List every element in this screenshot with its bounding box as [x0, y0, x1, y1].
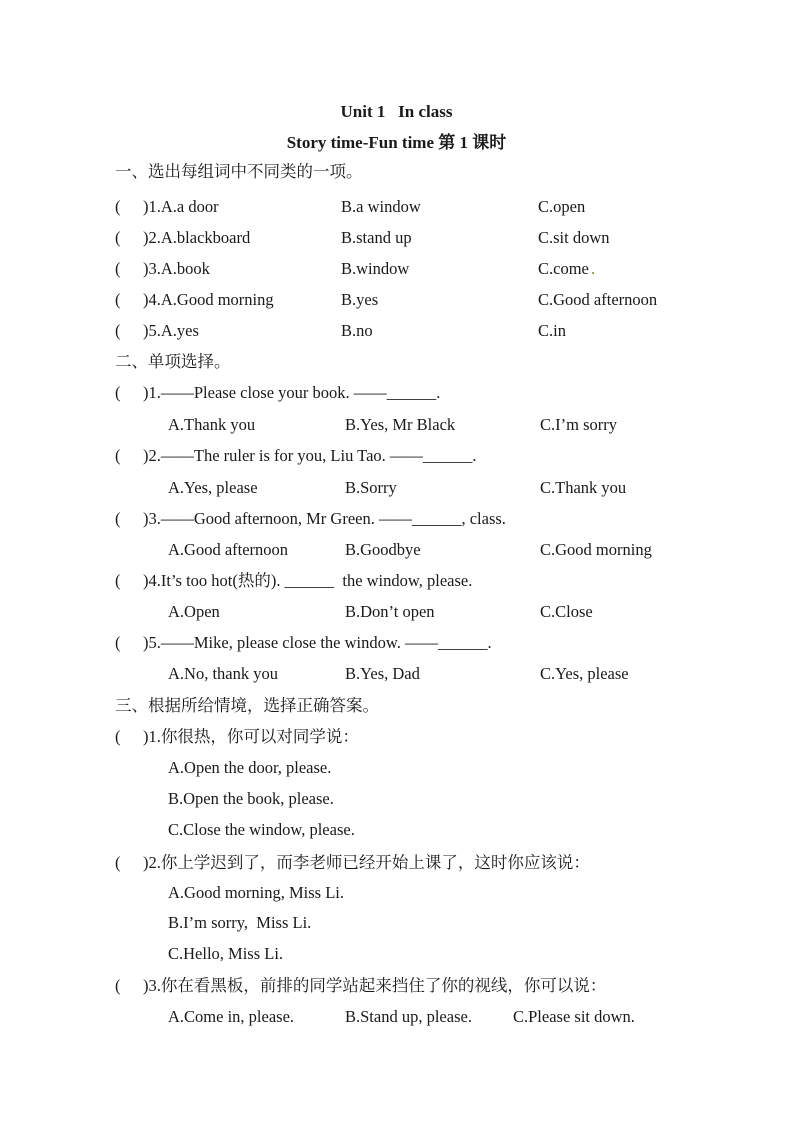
section-one-heading: 一、选出每组词中不同类的一项。: [115, 162, 363, 181]
section-one-heading-line: [0, 161, 793, 183]
option-c: C.Close: [540, 602, 593, 621]
option-line: [0, 912, 793, 934]
section-three-heading-line: [0, 695, 793, 717]
option-line: [0, 788, 793, 810]
answer-paren: (: [115, 853, 121, 872]
question-row: [0, 726, 793, 748]
option-b: B.I’m sorry, Miss Li.: [168, 913, 312, 932]
options-row: [0, 539, 793, 561]
option-c: C.in: [538, 321, 566, 340]
question-row: [0, 852, 793, 874]
question-text: )2.——The ruler is for you, Liu Tao. ——______.: [143, 446, 477, 465]
option-line: [0, 882, 793, 904]
options-row: [0, 601, 793, 623]
option-c: C.Good afternoon: [538, 290, 658, 309]
option-c: C.Please sit down.: [513, 1007, 635, 1026]
option-c: C.I’m sorry: [540, 415, 617, 434]
option-b: B.Yes, Mr Black: [345, 415, 456, 434]
question-row: [0, 570, 793, 592]
question-text: )3.你在看黑板，前排的同学站起来挡住了你的视线，你可以说：: [143, 976, 607, 995]
option-c: C.Thank you: [540, 478, 627, 497]
question-text: )3.——Good afternoon, Mr Green. ——______, class.: [143, 509, 506, 528]
section-two-heading: 二、单项选择。: [115, 352, 231, 371]
option-line: [0, 943, 793, 965]
question-text: )1.——Please close your book. ——______.: [143, 383, 441, 402]
question-row: [0, 975, 793, 997]
option-b: B.no: [341, 321, 373, 340]
question-text: )4.A.Good morning: [143, 290, 274, 309]
answer-paren: (: [115, 976, 121, 995]
answer-paren: (: [115, 290, 121, 309]
answer-paren: (: [115, 228, 121, 247]
question-text: )4.It’s too hot(热的). ______ the window, please.: [143, 571, 473, 590]
question-text: )2.A.blackboard: [143, 228, 251, 247]
page-title: Unit 1 In class: [340, 102, 453, 121]
answer-paren: (: [115, 446, 121, 465]
question-row: [0, 508, 793, 530]
question-row: [0, 258, 793, 280]
question-row: [0, 445, 793, 467]
question-row: [0, 227, 793, 249]
option-b: B.Sorry: [345, 478, 397, 497]
answer-paren: (: [115, 571, 121, 590]
options-row: [0, 1006, 793, 1028]
question-row: [0, 382, 793, 404]
option-b: B.window: [341, 259, 410, 278]
answer-paren: (: [115, 383, 121, 402]
question-text: )1.你很热，你可以对同学说：: [143, 727, 359, 746]
option-c: C.Good morning: [540, 540, 652, 559]
question-text: )3.A.book: [143, 259, 210, 278]
options-row: [0, 663, 793, 685]
option-a: A.Open the door, please.: [168, 758, 332, 777]
answer-paren: (: [115, 321, 121, 340]
section-two-heading-line: [0, 351, 793, 373]
question-text: )5.——Mike, please close the window. ——______.: [143, 633, 492, 652]
option-a: A.Come in, please.: [168, 1007, 295, 1026]
question-text: )1.A.a door: [143, 197, 219, 216]
answer-paren: (: [115, 633, 121, 652]
options-row: [0, 477, 793, 499]
question-text: )2.你上学迟到了，而李老师已经开始上课了，这时你应该说：: [143, 853, 590, 872]
answer-paren: (: [115, 259, 121, 278]
option-b: B.Yes, Dad: [345, 664, 420, 683]
option-b: B.a window: [341, 197, 421, 216]
option-b: B.Open the book, please.: [168, 789, 334, 808]
option-a: A.Thank you: [168, 415, 256, 434]
option-b: B.Goodbye: [345, 540, 421, 559]
options-row: [0, 414, 793, 436]
option-c: C.come: [538, 259, 589, 278]
question-row: [0, 289, 793, 311]
answer-paren: (: [115, 197, 121, 216]
option-a: A.Good afternoon: [168, 540, 289, 559]
option-line: [0, 757, 793, 779]
option-c: C.Yes, please: [540, 664, 629, 683]
option-a: A.No, thank you: [168, 664, 278, 683]
question-text: )5.A.yes: [143, 321, 199, 340]
question-row: [0, 632, 793, 654]
option-c: C.Close the window, please.: [168, 820, 355, 839]
option-c: C.Hello, Miss Li.: [168, 944, 284, 963]
option-a: A.Yes, please: [168, 478, 258, 497]
option-c: C.open: [538, 197, 586, 216]
option-line: [0, 819, 793, 841]
question-row: [0, 320, 793, 342]
question-row: [0, 196, 793, 218]
answer-paren: (: [115, 727, 121, 746]
title-line: [0, 101, 793, 123]
option-c: C.sit down: [538, 228, 610, 247]
option-b: B.Don’t open: [345, 602, 435, 621]
option-c-period: .: [591, 259, 596, 278]
option-a: A.Open: [168, 602, 220, 621]
section-three-heading: 三、根据所给情境，选择正确答案。: [115, 696, 379, 715]
option-b: B.stand up: [341, 228, 412, 247]
page-subtitle: Story time-Fun time 第 1 课时: [286, 133, 507, 152]
option-b: B.Stand up, please.: [345, 1007, 472, 1026]
option-a: A.Good morning, Miss Li.: [168, 883, 345, 902]
answer-paren: (: [115, 509, 121, 528]
option-b: B.yes: [341, 290, 379, 309]
subtitle-line: [0, 132, 793, 154]
